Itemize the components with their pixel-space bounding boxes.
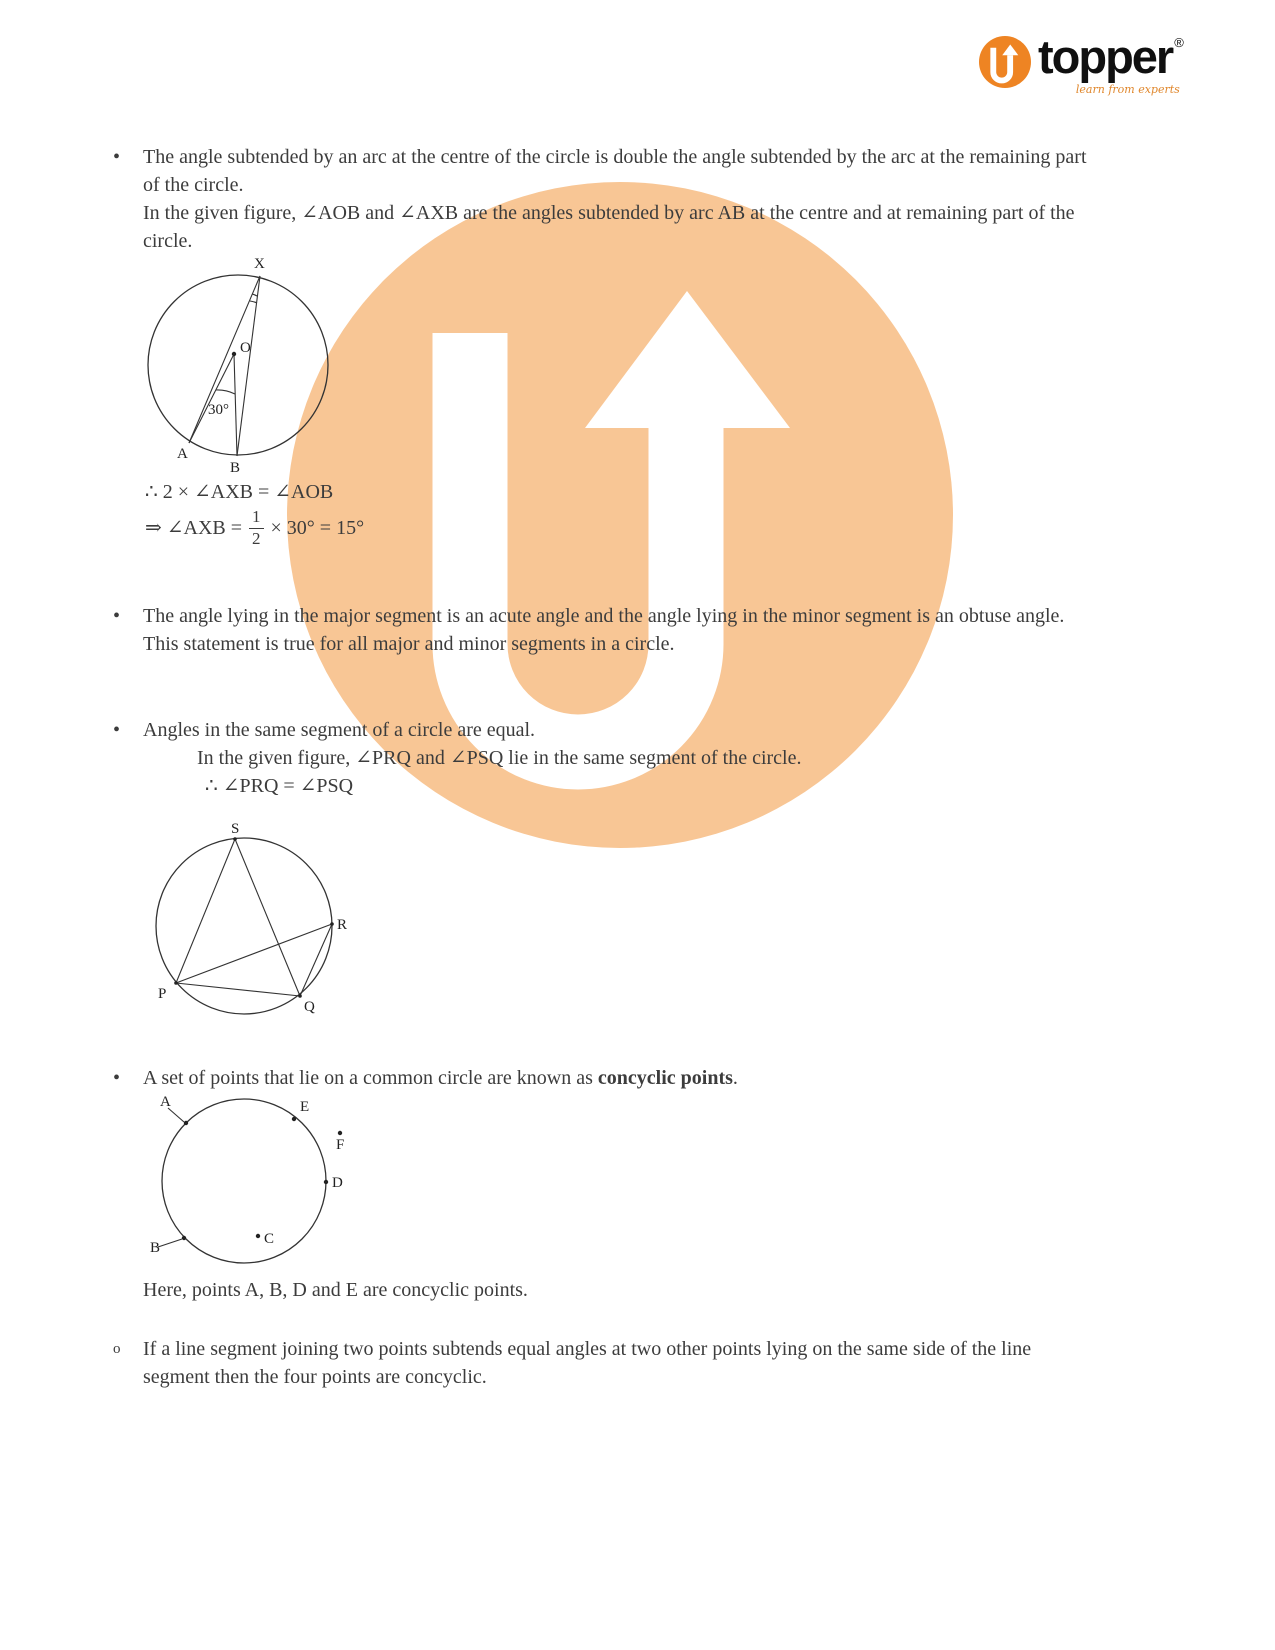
fig2-point-S xyxy=(233,837,237,841)
equation-suffix: × 30° = 15° xyxy=(270,517,365,539)
fig3-point-F xyxy=(338,1131,342,1135)
fig3-label-B: B xyxy=(150,1240,161,1256)
equation-prefix: ⇒ ∠AXB = xyxy=(145,517,243,539)
fig1-circle xyxy=(148,275,328,455)
bullet-concyclic-points xyxy=(108,1064,1093,1092)
bullet-concyclic-condition xyxy=(108,1335,1093,1391)
concyclic-points-caption: Here, points A, B, D and E are concyclic points. xyxy=(143,1279,528,1301)
fig1-angle-arc-X1 xyxy=(252,294,257,296)
bullet-marker: • xyxy=(113,1067,121,1089)
fig2-chord-RP xyxy=(176,924,332,983)
concyclic-points-statement xyxy=(143,1064,1093,1092)
fraction-numerator: 1 xyxy=(249,507,264,528)
bullet-marker: • xyxy=(113,719,121,741)
fig1-label-angle-30: 30° xyxy=(208,402,229,418)
fraction-denominator: 2 xyxy=(252,528,261,548)
fig1-label-B: B xyxy=(230,460,241,475)
fraction-one-half xyxy=(249,507,264,549)
fig2-label-R: R xyxy=(337,917,348,933)
topper-logo-icon xyxy=(979,36,1031,88)
figure-central-angle xyxy=(145,253,340,475)
fig3-point-E xyxy=(292,1117,296,1121)
equation-double-angle: ∴ 2 × ∠AXB = ∠AOB xyxy=(145,481,334,503)
brand-name: topper xyxy=(1038,30,1173,83)
brand-tagline: learn from experts xyxy=(1075,83,1180,96)
bullet-marker: • xyxy=(113,146,121,168)
bullet-marker-circle: o xyxy=(113,1341,121,1357)
fig3-point-C xyxy=(256,1234,260,1238)
fig2-point-Q xyxy=(298,994,302,998)
fig1-angle-arc-O xyxy=(216,390,235,394)
fig1-label-O: O xyxy=(240,340,251,356)
fig2-chord-SQ xyxy=(235,839,300,996)
fig2-label-S: S xyxy=(231,821,240,837)
same-segment-equation: ∴ ∠PRQ = ∠PSQ xyxy=(205,775,354,797)
fig1-point-O xyxy=(232,352,236,356)
fig1-radius-OB xyxy=(234,354,237,456)
equation-axb-result xyxy=(145,500,364,556)
bullet-marker: • xyxy=(113,605,121,627)
fig1-angle-arc-X2 xyxy=(250,301,257,303)
fig3-tick-A xyxy=(168,1108,184,1122)
logo-text xyxy=(1038,30,1184,96)
fig3-point-A xyxy=(184,1121,188,1125)
figure-concyclic-points xyxy=(140,1092,355,1264)
fig1-label-X: X xyxy=(254,256,265,272)
fig3-label-A: A xyxy=(160,1094,171,1110)
registered-trademark-icon: ® xyxy=(1174,35,1184,50)
fig1-radius-OA xyxy=(189,354,234,443)
central-angle-theorem-statement: The angle subtended by an arc at the centre of the circle is double the angle subtended by the arc at the remaining part of the circle. xyxy=(143,146,1087,196)
same-segment-figure-intro: In the given figure, ∠PRQ and ∠PSQ lie in the same segment of the circle. xyxy=(197,747,802,769)
bullet-same-segment-angles xyxy=(108,716,1093,744)
fig2-chord-PQ xyxy=(176,983,300,996)
fig3-label-F: F xyxy=(336,1137,345,1153)
bullet-major-minor-segment xyxy=(108,602,1093,658)
fig2-label-Q: Q xyxy=(304,999,315,1015)
fig1-label-A: A xyxy=(177,446,188,462)
bullet-central-angle-theorem xyxy=(108,143,1093,255)
fig3-label-C: C xyxy=(264,1231,275,1247)
segment-angle-statement: The angle lying in the major segment is an acute angle and the angle lying in the minor segment is an obtuse angle. This statement is true for all major and minor segments in a circle. xyxy=(143,605,1065,655)
fig3-label-E: E xyxy=(300,1099,310,1115)
topper-logo xyxy=(979,30,1184,96)
fig3-point-D xyxy=(324,1180,328,1184)
fig3-point-B xyxy=(182,1236,186,1240)
fig2-point-P xyxy=(174,981,178,985)
figure-same-segment xyxy=(148,820,348,1020)
concyclic-statement-prefix: A set of points that lie on a common circle are known as xyxy=(143,1067,598,1089)
fig3-tick-B xyxy=(158,1239,182,1247)
fig2-circle xyxy=(156,838,332,1014)
concyclic-points-term: concyclic points xyxy=(597,1067,733,1089)
concyclic-condition-statement: If a line segment joining two points subtends equal angles at two other points lying on the same side of the line segment then the four points are concyclic. xyxy=(143,1338,1032,1388)
fig3-label-D: D xyxy=(332,1175,343,1191)
concyclic-statement-suffix: . xyxy=(732,1067,738,1089)
fig2-point-R xyxy=(330,922,334,926)
fig2-label-P: P xyxy=(158,986,167,1002)
central-angle-figure-intro: In the given figure, ∠AOB and ∠AXB are the angles subtended by arc AB at the centre and at remaining part of the circle. xyxy=(143,202,1075,252)
same-segment-statement: Angles in the same segment of a circle are equal. xyxy=(143,719,536,741)
